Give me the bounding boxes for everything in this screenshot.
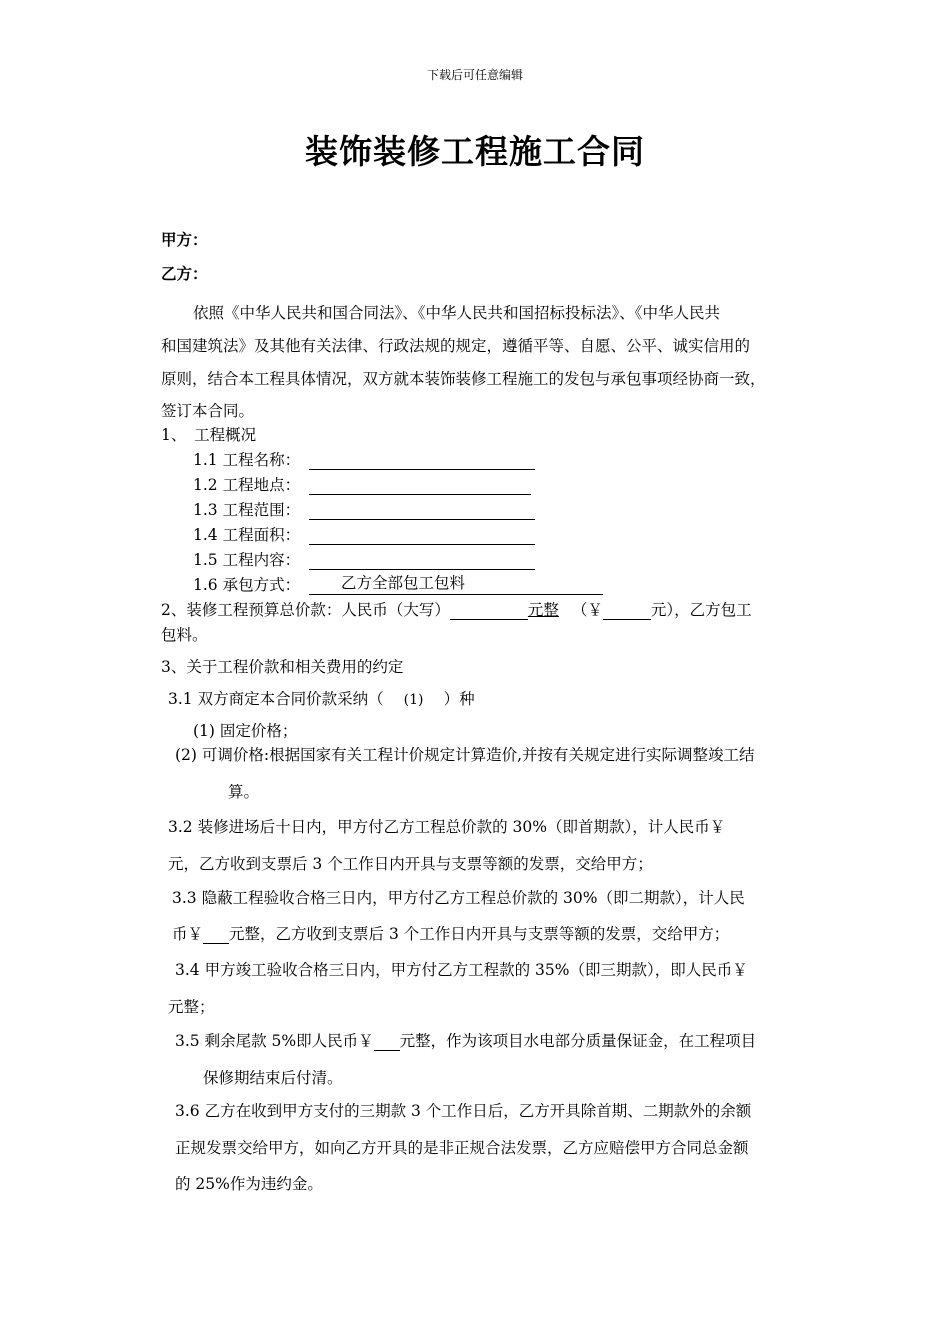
- project-location-row: [193, 473, 531, 495]
- clause-3-1: [168, 687, 475, 709]
- preamble-line: 原则，结合本工程具体情况，双方就本装饰装修工程施工的发包与承包事项经协商一致，: [161, 370, 766, 388]
- project-location-blank[interactable]: [309, 478, 531, 495]
- project-content-label: 1.5 工程内容：: [193, 551, 301, 569]
- budget-yen-blank[interactable]: [603, 603, 651, 620]
- project-name-label: 1.1 工程名称：: [193, 451, 301, 469]
- adjustable-price-option: (2) 可调价格:根据国家有关工程计价规定计算造价,并按有关规定进行实际调整竣工结: [175, 746, 755, 764]
- clause-3-5-text-b: 元整，作为该项目水电部分质量保证金，在工程项目: [399, 1032, 757, 1050]
- preamble-line: 依照《中华人民共和国合同法》、《中华人民共和国招标投标法》、《中华人民共: [193, 304, 721, 322]
- clause-3-6-line1: 3.6 乙方在收到甲方支付的三期款 3 个工作日后，乙方开具除首期、二期款外的余额: [175, 1102, 752, 1120]
- budget-amount-blank[interactable]: [450, 603, 528, 620]
- price-mode-choice[interactable]: (1): [403, 692, 424, 708]
- project-name-row: [193, 448, 535, 470]
- section2-line1: [161, 598, 752, 620]
- adjustable-price-cont: 算。: [228, 783, 260, 801]
- document-title: 装饰装修工程施工合同: [305, 132, 645, 171]
- clause-3-1-text-b: ）种: [443, 690, 475, 708]
- project-content-blank[interactable]: [309, 553, 535, 570]
- clause-3-1-text-a: 3.1 双方商定本合同价款采纳（: [168, 690, 384, 708]
- clause-3-2-line1: 3.2 装修进场后十日内，甲方付乙方工程总价款的 30%（即首期款），计人民币￥: [168, 818, 726, 836]
- clause-3-4-line2: 元整；: [168, 998, 215, 1016]
- contract-method-field[interactable]: [309, 574, 603, 595]
- section2-line2: 包料。: [161, 626, 208, 644]
- budget-unit: 元整: [527, 601, 559, 619]
- clause-3-3-line2: [172, 922, 729, 944]
- fixed-price-option: (1) 固定价格；: [193, 722, 298, 740]
- preamble-line: 和国建筑法》及其他有关法律、行政法规的规定，遵循平等、自愿、公平、诚实信用的: [161, 337, 751, 355]
- budget-prefix: 2、装修工程预算总价款：人民币（大写）: [161, 601, 450, 619]
- project-area-row: [193, 523, 535, 545]
- project-name-blank[interactable]: [309, 453, 535, 470]
- section3-heading: 3、关于工程价款和相关费用的约定: [161, 658, 404, 676]
- clause-3-5-line2: 保修期结束后付清。: [203, 1069, 343, 1087]
- project-area-label: 1.4 工程面积：: [193, 526, 301, 544]
- party-b-label: 乙方：: [161, 264, 208, 283]
- budget-yen-open: （￥: [571, 601, 603, 619]
- project-location-label: 1.2 工程地点：: [193, 476, 301, 494]
- clause-3-6-line2: 正规发票交给甲方，如向乙方开具的是非正规合法发票，乙方应赔偿甲方合同总金额: [175, 1139, 749, 1157]
- project-content-row: [193, 548, 535, 570]
- second-payment-blank[interactable]: [203, 927, 229, 944]
- section1-heading: 1、 工程概况: [161, 426, 257, 444]
- party-a-label: 甲方：: [161, 230, 208, 249]
- retention-blank[interactable]: [374, 1034, 400, 1051]
- project-area-blank[interactable]: [309, 528, 535, 545]
- clause-3-3-text-b: 元整，乙方收到支票后 3 个工作日内开具与支票等额的发票，交给甲方；: [229, 925, 730, 943]
- clause-3-3-line1: 3.3 隐蔽工程验收合格三日内，甲方付乙方工程总价款的 30%（即二期款），计人民: [172, 889, 745, 907]
- project-scope-label: 1.3 工程范围：: [193, 501, 301, 519]
- project-scope-blank[interactable]: [309, 503, 535, 520]
- clause-3-5-text-a: 3.5 剩余尾款 5%即人民币￥: [175, 1032, 374, 1050]
- project-scope-row: [193, 498, 535, 520]
- header-note: 下载后可任意编辑: [426, 68, 523, 82]
- clause-3-3-text-a: 币￥: [172, 925, 204, 943]
- contract-method-value: 乙方全部包工包料: [341, 574, 466, 592]
- preamble-line: 签订本合同。: [161, 402, 255, 420]
- clause-3-4-line1: 3.4 甲方竣工验收合格三日内，甲方付乙方工程款的 35%（即三期款），即人民币￥: [175, 961, 748, 979]
- clause-3-2-line2: 元，乙方收到支票后 3 个工作日内开具与支票等额的发票，交给甲方；: [168, 855, 653, 873]
- contract-method-label: 1.6 承包方式：: [193, 576, 301, 594]
- budget-yen-close: 元），乙方包工: [650, 601, 752, 619]
- contract-method-row: [193, 573, 603, 595]
- clause-3-6-line3: 的 25%作为违约金。: [175, 1175, 323, 1193]
- clause-3-5-line1: [175, 1029, 756, 1051]
